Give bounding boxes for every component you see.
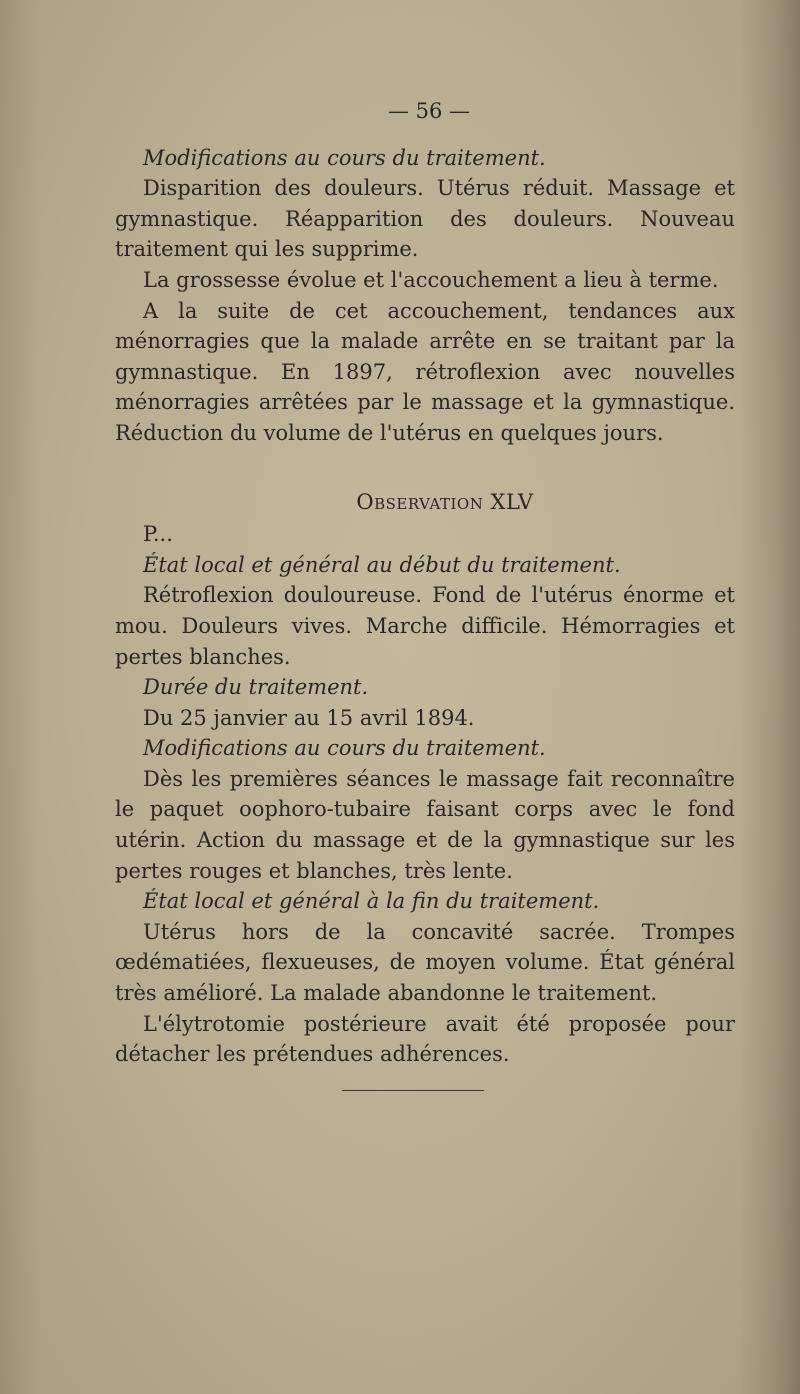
paragraph: Utérus hors de la concavité sacrée. Trompes œdématiées, flexueuses, de moyen volume. État général très amélioré. La malade abandonne le traitement. <box>115 919 735 1006</box>
observation-title: Observation XLV <box>356 489 534 514</box>
paragraph: L'élytrotomie postérieure avait été proposée pour détacher les prétendues adhérences. <box>115 1011 735 1067</box>
paragraph: Disparition des douleurs. Utérus réduit. Massage et gymnastique. Réapparition des douleurs. Nouveau traitement qui les supprime. <box>115 176 735 262</box>
page-shadow-left <box>0 0 40 1394</box>
paragraph: La grossesse évolue et l'accouchement a lieu à terme. <box>143 267 719 292</box>
page-number: — 56 — <box>387 99 471 123</box>
page-shadow-right <box>740 0 800 1394</box>
paragraph: Rétroflexion douloureuse. Fond de l'utérus énorme et mou. Douleurs vives. Marche difficile. Hémorragies et pertes blanches. <box>115 583 735 669</box>
patient-initial: P... <box>143 522 173 547</box>
section-divider <box>342 1090 484 1091</box>
section-heading: Modifications au cours du traitement. <box>143 736 546 761</box>
paragraph: A la suite de cet accouchement, tendances aux ménorragies que la malade arrête en se traitant par la gymnastique. En 1897, rétroflexion avec nouvelles ménorragies arrêtées par le massage et la gymnastique. Réduction du volume de l'utérus en quelques jours. <box>115 298 735 445</box>
page-content <box>115 96 735 1070</box>
paragraph: Du 25 janvier au 15 avril 1894. <box>143 705 475 730</box>
section-heading: État local et général au début du traitement. <box>143 552 621 577</box>
paragraph: Dès les premières séances le massage fait reconnaître le paquet oophoro-tubaire faisant corps avec le fond utérin. Action du massage et de la gymnastique sur les pertes rouges et blanches, très lente. <box>115 766 735 883</box>
section-heading: État local et général à la fin du traitement. <box>143 889 600 914</box>
section-heading: Modifications au cours du traitement. <box>143 145 546 170</box>
section-heading: Durée du traitement. <box>143 675 369 700</box>
